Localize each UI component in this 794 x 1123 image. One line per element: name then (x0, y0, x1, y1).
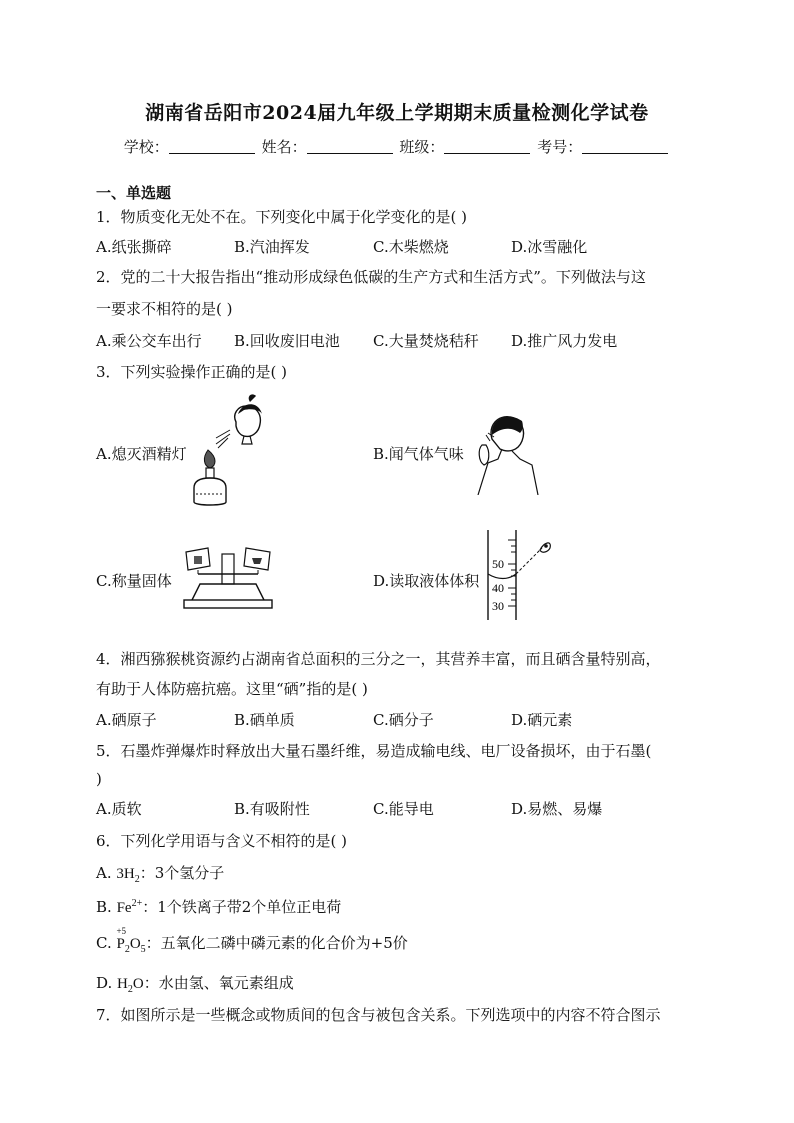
cylinder-illustration (484, 528, 564, 622)
q5-option-d[interactable]: D.易燃、易爆 (511, 800, 603, 818)
q2-option-a[interactable]: A.乘公交车出行 (96, 332, 202, 350)
q6-c-p-subscript: 2 (124, 944, 130, 955)
q6-c-o-subscript: 5 (140, 944, 146, 955)
q6-b-formula: Fe (116, 900, 132, 916)
tick-label-50: 50 (492, 557, 504, 571)
q6-a-text: ：3个氢分子 (139, 864, 225, 882)
q1-option-d[interactable]: D.冰雪融化 (511, 238, 588, 256)
q6-d-formula-h: H (117, 976, 128, 992)
q4-option-c[interactable]: C.硒分子 (373, 711, 434, 729)
number-label: 考号： (537, 138, 583, 156)
q4-stem-line2: 有助于人体防癌抗癌。这里“硒”指的是( ) (96, 680, 368, 698)
q6-d-subscript: 2 (127, 984, 133, 995)
tick-label-40: 40 (492, 581, 504, 595)
q6-stem: 6．下列化学用语与含义不相符的是( ) (96, 832, 348, 850)
q6-c-valence: +5 (116, 926, 127, 936)
q6-d-text: ：水由氢、氧元素组成 (143, 974, 294, 992)
q1-option-b[interactable]: B.汽油挥发 (234, 238, 310, 256)
q4-stem-line1: 4．湘西猕猴桃资源约占湖南省总面积的三分之一，其营养丰富，而且硒含量特别高， (96, 650, 661, 668)
school-label: 学校： (123, 138, 169, 156)
q6-c-o: O (129, 936, 141, 952)
student-info-line (0, 136, 794, 157)
q6-c-p: P (116, 936, 125, 952)
q6-c-prefix: C. (96, 934, 117, 952)
q5-option-a[interactable]: A.质软 (96, 800, 142, 818)
number-field[interactable] (582, 139, 668, 154)
balance-illustration (178, 544, 278, 614)
q4-option-d[interactable]: D.硒元素 (511, 711, 573, 729)
q6-option-a[interactable] (96, 862, 224, 885)
alcohol-lamp-illustration (180, 392, 270, 512)
q6-d-formula-o: O (132, 976, 144, 992)
section-heading: 一、单选题 (96, 184, 172, 202)
q1-stem: 1．物质变化无处不在。下列变化中属于化学变化的是( ) (96, 208, 468, 226)
q4-option-a[interactable]: A.硒原子 (96, 711, 157, 729)
q2-option-c[interactable]: C.大量焚烧秸秆 (373, 332, 479, 350)
school-field[interactable] (169, 139, 255, 154)
class-field[interactable] (444, 139, 530, 154)
page-title: 湖南省岳阳市2024届九年级上学期期末质量检测化学试卷 (145, 102, 649, 124)
q5-option-b[interactable]: B.有吸附性 (234, 800, 310, 818)
q4-option-b[interactable]: B.硒单质 (234, 711, 295, 729)
q5-stem-line1: 5．石墨炸弹爆炸时释放出大量石墨纤维，易造成输电线、电厂设备损坏，由于石墨( (96, 742, 652, 760)
q5-stem-line2: ) (96, 770, 102, 788)
name-label: 姓名： (261, 138, 307, 156)
q3-option-b[interactable]: B.闻气体气味 (373, 445, 464, 463)
smell-gas-illustration (468, 405, 548, 495)
q2-option-d[interactable]: D.推广风力发电 (511, 332, 618, 350)
q7-stem: 7．如图所示是一些概念或物质间的包含与被包含关系。下列选项中的内容不符合图示 (96, 1006, 661, 1024)
q6-b-superscript: 2+ (131, 898, 143, 909)
q3-option-d[interactable]: D.读取液体体积 (373, 572, 480, 590)
q6-b-text: ：1个铁离子带2个单位正电荷 (142, 898, 342, 916)
class-label: 班级： (399, 138, 445, 156)
q6-a-prefix: A. (96, 864, 117, 882)
q6-option-b[interactable] (96, 896, 341, 917)
q1-option-c[interactable]: C.木柴燃烧 (373, 238, 449, 256)
q6-d-prefix: D. (96, 974, 118, 992)
q3-option-c[interactable]: C.称量固体 (96, 572, 172, 590)
name-field[interactable] (307, 139, 393, 154)
q6-option-d[interactable] (96, 972, 294, 995)
q6-a-subscript: 2 (134, 874, 140, 885)
q6-option-c[interactable] (96, 926, 408, 955)
q6-c-text: ：五氧化二磷中磷元素的化合价为+5价 (145, 934, 408, 952)
q3-option-a[interactable]: A.熄灭酒精灯 (96, 445, 187, 463)
q3-stem: 3．下列实验操作正确的是( ) (96, 363, 288, 381)
q6-b-prefix: B. (96, 898, 117, 916)
q6-a-formula: 3H (116, 866, 135, 882)
q1-option-a[interactable]: A.纸张撕碎 (96, 238, 172, 256)
q5-option-c[interactable]: C.能导电 (373, 800, 434, 818)
tick-label-30: 30 (492, 599, 504, 613)
q2-stem-line1: 2．党的二十大报告指出“推动形成绿色低碳的生产方式和生活方式”。下列做法与这 (96, 268, 646, 286)
q2-option-b[interactable]: B.回收废旧电池 (234, 332, 340, 350)
q2-stem-line2: 一要求不相符的是( ) (96, 300, 233, 318)
q6-c-p-formula (116, 926, 127, 953)
